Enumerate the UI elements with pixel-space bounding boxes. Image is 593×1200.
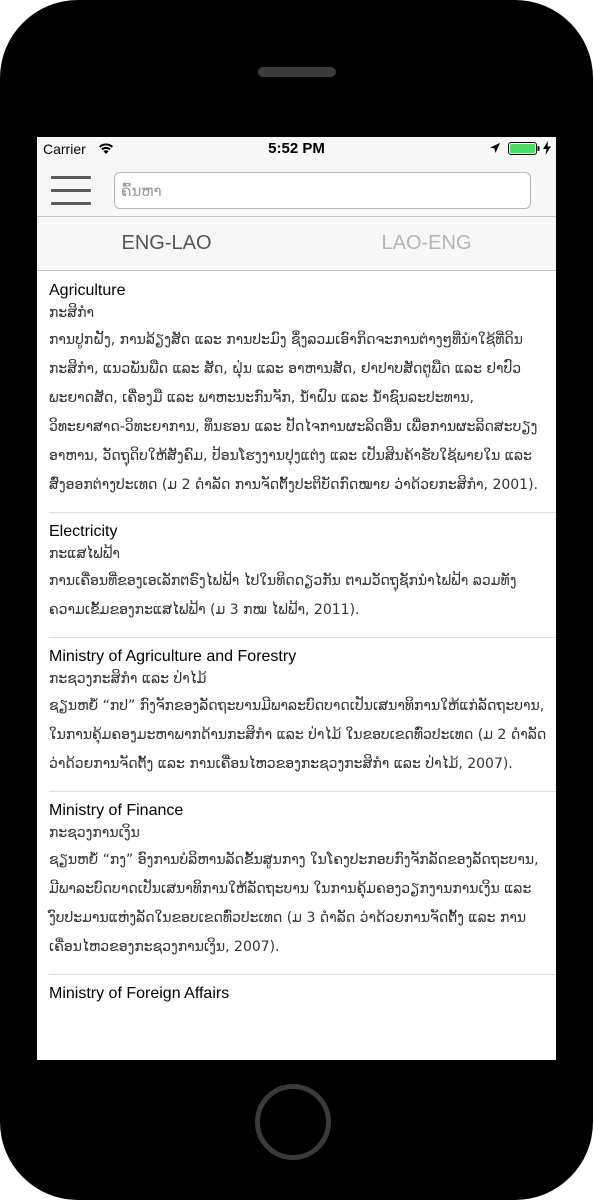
english-term: Ministry of Agriculture and Forestry	[49, 648, 297, 665]
location-arrow-icon	[489, 142, 501, 154]
app-screen	[37, 137, 556, 1060]
home-button[interactable]	[255, 1084, 331, 1160]
lao-term: ກະຊວງການເງິນ	[49, 825, 140, 841]
list-item[interactable]	[37, 974, 556, 1016]
charging-bolt-icon	[543, 141, 551, 155]
lao-term: ກະຊວງກະສິກຳ ແລະ ປ່າໄມ້	[49, 671, 207, 687]
definition-text: ຊຽນຫຍໍ້ “ກງ” ອົງການບໍລິຫານລັດຂັ້ນສູນກາງ ໃນໂຄງປະກອບກົງຈັກລັດຂອງລັດຖະບານ, ມີພາລະບົດບາດເປັນເສນາທິການໃຫ້ລັດຖະບານ ໃນການຄຸ້ມຄອງວຽກງານການເງິນ ແລະ ງົບປະມານແຫ່ງລັດໃນຂອບເຂດທົ່ວປະເທດ (ມ 3 ດຳລັດ ວ່າດ້ວຍການຈັດຕັ້ງ ແລະ ການເຄື່ອນໄຫວຂອງກະຊວງການເງິນ, 2007).	[49, 852, 539, 955]
list-item[interactable]	[37, 271, 556, 512]
dictionary-list	[37, 271, 556, 1060]
status-bar	[37, 137, 556, 161]
definition-text: ການເຄື່ອນທີ່ຂອງເອເລັກຕຣົງໄຟຟ້າ ໄປໃນທິດດຽວກັນ ຕາມວັດຖຸຊັກນຳໄຟຟ້າ ລວມທັງຄວາມເຂັ້ມຂອງກະແສໄຟຟ້າ (ມ 3 ກໝ ໄຟຟ້າ, 2011).	[49, 573, 517, 618]
navigation-bar	[37, 161, 556, 217]
lao-term: ກະແສໄຟຟ້າ	[49, 546, 120, 562]
list-item[interactable]	[37, 791, 556, 974]
definition-text: ການປູກຝັງ, ການລ້ຽງສັດ ແລະ ການປະມົງ ຊຶ່ງລວມເອົາກິດຈະການຕ່າງໆທີ່ນຳໃຊ້ທີ່ດິນກະສິກຳ, ແນວພັນພືດ ແລະ ສັດ, ຝຸ່ນ ແລະ ອາຫານສັດ, ຢາປາບສັດຕູພືດ ແລະ ຢາປົວພະຍາດສັດ, ເຄື່ອງມື ແລະ ພາຫະນະກົນຈັກ, ນ້ຳຝົນ ແລະ ນ້ຳຊົນລະປະທານ, ວິທະຍາສາດ-ວິທະຍາການ, ທຶນຮອນ ແລະ ປັດໄຈການຜະລິດອື່ນ ເພື່ອການຜະລິດສະບຽງອາຫານ, ວັດຖຸດິບໃຫ້ສັງຄົມ, ປ້ອນໂຮງງານປຸງແຕ່ງ ແລະ ເປັນສິນຄ້າຮັບໃຊ້ພາຍໃນ ແລະ ສົ່ງອອກຕ່າງປະເທດ (ມ 2 ດຳລັດ ການຈັດຕັ້ງປະຕິບັດກົດໝາຍ ວ່າດ້ວຍກະສິກຳ, 2001).	[49, 332, 539, 493]
search-input[interactable]	[114, 172, 531, 209]
english-term: Ministry of Foreign Affairs	[49, 985, 230, 1002]
english-term: Agriculture	[49, 282, 126, 299]
list-item[interactable]	[37, 512, 556, 637]
menu-line	[51, 202, 91, 205]
english-term: Electricity	[49, 523, 118, 540]
carrier-label: Carrier	[43, 141, 86, 157]
menu-line	[51, 189, 91, 192]
list-item[interactable]	[37, 637, 556, 791]
menu-line	[51, 176, 91, 179]
tab-eng-lao[interactable]: ENG-LAO	[121, 232, 212, 254]
hamburger-menu-icon[interactable]	[51, 176, 91, 206]
definition-text: ຊຽນຫຍໍ້ “ກປ” ກົງຈັກຂອງລັດຖະບານມີພາລະບົດບາດເປັນເສນາທິການໃຫ້ແກ່ລັດຖະບານ, ໃນການຄຸ້ມຄອງມະຫາພາກດ້ານກະສິກຳ ແລະ ປ່າໄມ້ ໃນຂອບເຂດທົ່ວປະເທດ (ມ 2 ດຳລັດ ວ່າດ້ວຍການຈັດຕັ້ງ ແລະ ການເຄື່ອນໄຫວຂອງກະຊວງກະສິກຳ ແລະ ປ່າໄມ້, 2007).	[49, 698, 547, 772]
battery-icon	[508, 142, 540, 155]
language-tabs	[37, 217, 556, 271]
status-time: 5:52 PM	[268, 140, 325, 157]
lao-term: ກະສິກຳ	[49, 305, 95, 321]
english-term: Ministry of Finance	[49, 802, 184, 819]
speaker-grille	[258, 67, 336, 77]
tab-lao-eng[interactable]: LAO-ENG	[381, 232, 472, 254]
